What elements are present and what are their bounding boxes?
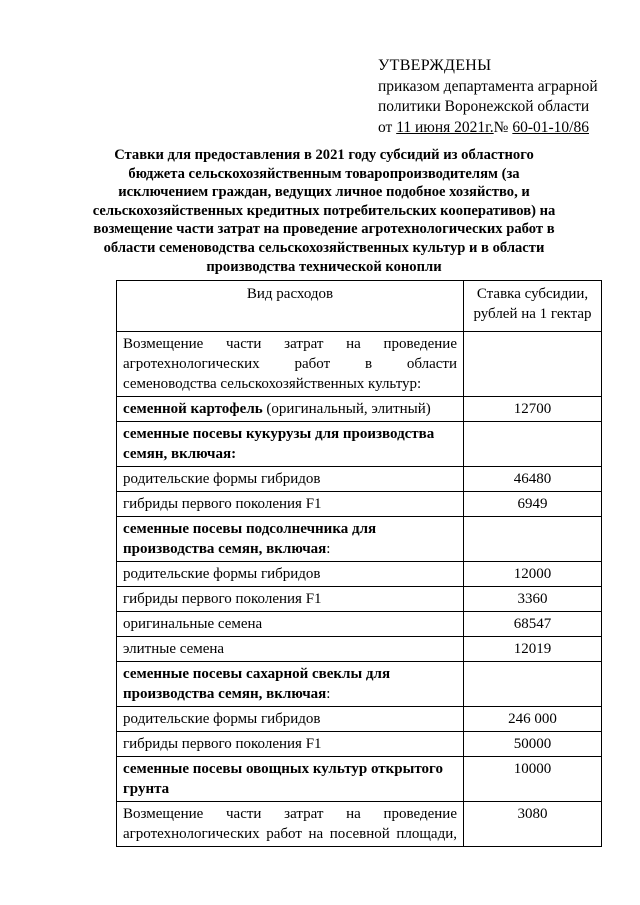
table-row [117, 612, 602, 637]
approval-number: 60-01-10/86 [512, 118, 589, 136]
expense-type-text: гибриды первого поколения F1 [123, 736, 322, 752]
expense-type-cell [117, 397, 464, 422]
expense-type-cell [117, 637, 464, 662]
expense-type-text: элитные семена [123, 641, 225, 657]
expense-type-cell [117, 467, 464, 492]
expense-type-bold: семенные посевы овощных культур открытого грунта [123, 761, 443, 797]
expense-type-text: : [326, 686, 331, 702]
subsidy-rate-cell: 6949 [464, 492, 602, 517]
approval-line-2: политики Воронежской области [378, 98, 590, 115]
subsidy-rate-cell [464, 517, 602, 562]
table-row [117, 562, 602, 587]
subsidy-rate-cell: 12000 [464, 562, 602, 587]
table-row [117, 587, 602, 612]
expense-type-bold: семенные посевы подсолнечника для производства семян, включая [123, 521, 377, 557]
table-row [117, 467, 602, 492]
expense-type-bold: семенные посевы сахарной свеклы для производства семян, включая [123, 666, 391, 702]
table-row [117, 757, 602, 802]
header-expense-type: Вид расходов [117, 281, 464, 332]
subsidy-rate-cell: 50000 [464, 732, 602, 757]
subsidy-rate-cell [464, 662, 602, 707]
expense-type-text: гибриды первого поколения F1 [123, 496, 322, 512]
table-row [117, 422, 602, 467]
approval-heading: УТВЕРЖДЕНЫ [378, 57, 492, 74]
subsidy-rate-cell: 12700 [464, 397, 602, 422]
table-row [117, 707, 602, 732]
table-row [117, 732, 602, 757]
expense-type-cell [117, 517, 464, 562]
expense-type-cell [117, 562, 464, 587]
expense-type-cell [117, 707, 464, 732]
expense-type-cell [117, 732, 464, 757]
expense-type-text: (оригинальный, элитный) [262, 401, 431, 417]
expense-type-cell [117, 492, 464, 517]
expense-type-text: гибриды первого поколения F1 [123, 591, 322, 607]
number-prefix: № [493, 118, 513, 136]
expense-type-cell [117, 757, 464, 802]
subsidy-rate-cell: 246 000 [464, 707, 602, 732]
approval-block [378, 56, 628, 138]
expense-type-bold: семенной картофель [123, 401, 263, 417]
section-value [464, 332, 602, 397]
expense-type-text: родительские формы гибридов [123, 711, 321, 727]
approval-line-1: приказом департамента аграрной [378, 77, 598, 95]
table-header-row [117, 281, 602, 332]
subsidy-rate-cell: 46480 [464, 467, 602, 492]
subsidy-rate-cell: 10000 [464, 757, 602, 802]
expense-type-cell [117, 662, 464, 707]
table-row [117, 637, 602, 662]
table-row [117, 492, 602, 517]
expense-type-cell [117, 422, 464, 467]
approval-date: 11 июня 2021г. [396, 118, 494, 136]
table-row [117, 397, 602, 422]
header-subsidy-rate: Ставка субсидии, рублей на 1 гектар [464, 281, 602, 332]
expense-type-text: оригинальные семена [123, 616, 263, 632]
subsidy-rate-cell: 3360 [464, 587, 602, 612]
section-row [117, 332, 602, 397]
rates-table [116, 280, 602, 847]
expense-type-cell [117, 587, 464, 612]
section-value: 3080 [464, 802, 602, 847]
table-row [117, 662, 602, 707]
document-title: Ставки для предоставления в 2021 году субсидий из областного бюджета сельскохозяйственным товаропроизводителям (за исключением граждан, ведущих личное подобное хозяйство, и сельскохозяйственных кредитных потребительских кооперативов) на возмещение части затрат на проведение агротехнологических работ в области семеноводства сельскохозяйственных культур и в области производства технической конопли [92, 147, 556, 275]
expense-type-text: родительские формы гибридов [123, 566, 321, 582]
subsidy-rate-cell [464, 422, 602, 467]
table-row [117, 517, 602, 562]
expense-type-cell [117, 612, 464, 637]
date-prefix: от [378, 118, 397, 136]
subsidy-rate-cell: 12019 [464, 637, 602, 662]
section-label: Возмещение части затрат на проведение агротехнологических работ на посевной площади, [117, 802, 464, 847]
expense-type-bold: семенные посевы кукурузы для производства семян, включая: [123, 426, 435, 462]
expense-type-text: : [326, 541, 331, 557]
expense-type-text: родительские формы гибридов [123, 471, 321, 487]
section-label: Возмещение части затрат на проведение агротехнологических работ в области семеноводства сельскохозяйственных культур: [117, 332, 464, 397]
subsidy-rate-cell: 68547 [464, 612, 602, 637]
section-row [117, 802, 602, 847]
approval-date-line [378, 118, 628, 139]
